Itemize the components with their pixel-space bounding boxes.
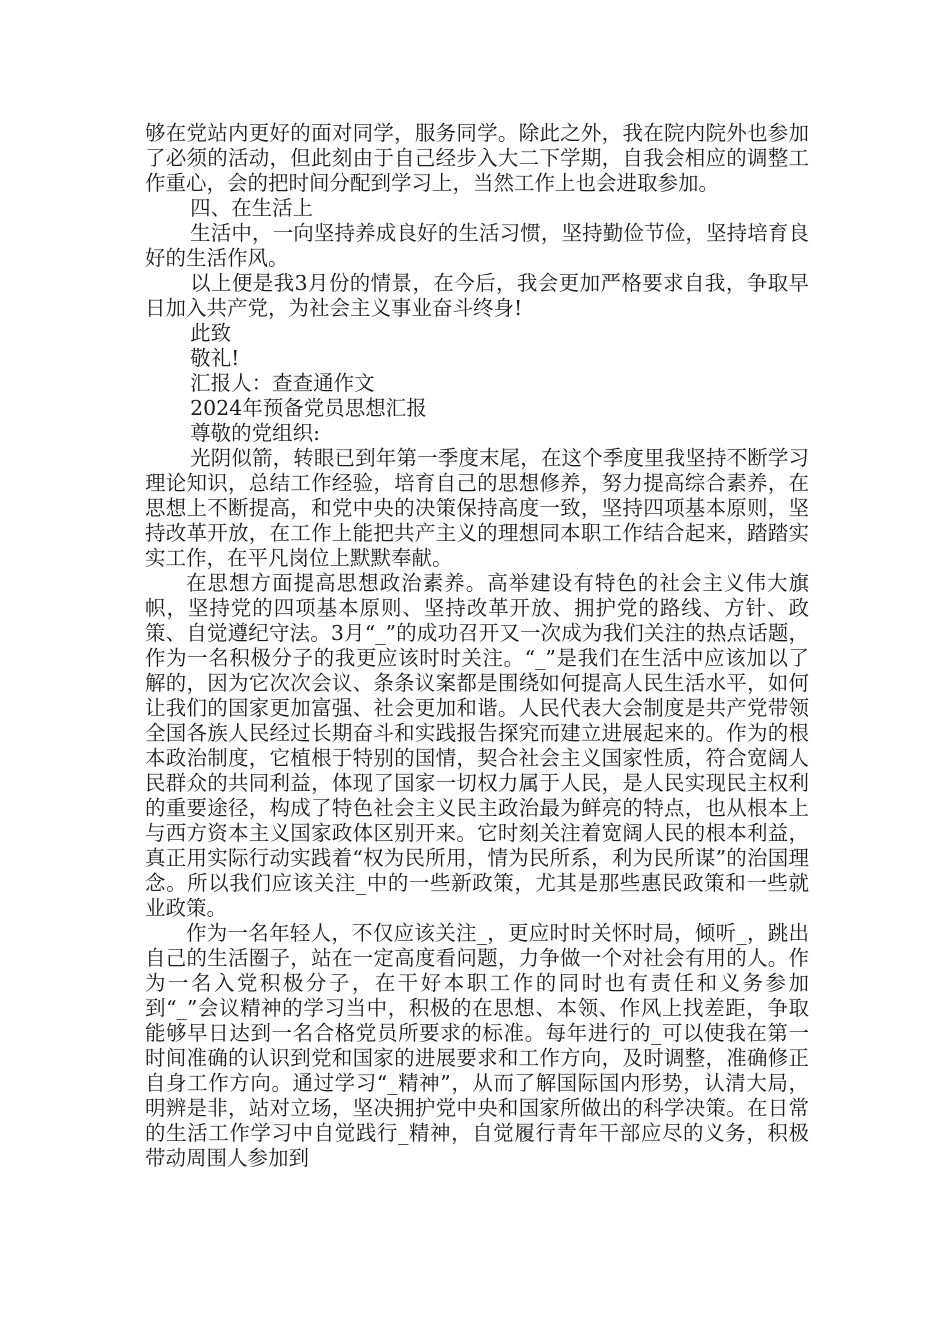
closing-salutation: 此致 bbox=[190, 321, 232, 345]
paragraph-life: 生活中，一向坚持养成良好的生活习惯，坚持勤俭节俭，坚持培育良好的生活作风。 bbox=[145, 221, 809, 270]
document-title: 2024年预备党员思想汇报 bbox=[190, 396, 427, 420]
greeting: 尊敬的党组织: bbox=[190, 421, 321, 445]
reporter-signature: 汇报人：查查通作文 bbox=[190, 371, 375, 395]
paragraph-intro: 光阴似箭，转眼已到年第一季度末尾，在这个季度里我坚持不断学习理论知识，总结工作经验，培育自己的思想修养，努力提高综合素养，在思想上不断提高，和党中央的决策保持高度一致，坚持四项基本原则，坚持改革开放，在工作上能把共产主义的理想同本职工作结合起来，踏踏实实工作，在平凡岗位上默默奉献。 bbox=[145, 446, 809, 570]
section-heading-life: 四、在生活上 bbox=[190, 196, 314, 220]
paragraph-thought: 在思想方面提高思想政治素养。高举建设有特色的社会主义伟大旗帜，坚持党的四项基本原则、坚持改革开放、拥护党的路线、方针、政策、自觉遵纪守法。3月“_”的成功召开又一次成为我们关注的热点话题，作为一名积极分子的我更应该时时关注。“_”是我们在生活中应该加以了解的，因为它次次会议、条条议案都是围绕如何提高人民生活水平，如何让我们的国家更加富强、社会更加和谐。人民代表大会制度是共产党带领全国各族人民经过长期奋斗和实践报告探究而建立进展起来的。作为的根本政治制度，它植根于特别的国情，契合社会主义国家性质，符合宽阔人民群众的共同利益，体现了国家一切权力属于人民，是人民实现民主权利的重要途径，构成了特色社会主义民主政治最为鲜亮的特点，也从根本上与西方资本主义国家政体区别开来。它时刻关注着宽阔人民的根本利益，真正用实际行动实践着“权为民所用，情为民所系，利为民所谋”的治国理念。所以我们应该关注_中的一些新政策，尤其是那些惠民政策和一些就业政策。 bbox=[145, 571, 809, 920]
document-body bbox=[145, 121, 809, 1171]
paragraph-continued: 够在党站内更好的面对同学，服务同学。除此之外，我在院内院外也参加了必须的活动，但此刻由于自己经步入大二下学期，自我会相应的调整工作重心，会的把时间分配到学习上，当然工作上也会进取参加。 bbox=[145, 121, 809, 195]
paragraph-conclusion: 以上便是我3月份的情景，在今后，我会更加严格要求自我，争取早日加入共产党，为社会主义事业奋斗终身! bbox=[145, 271, 809, 320]
paragraph-young-person: 作为一名年轻人，不仅应该关注_，更应时时关怀时局，倾听_，跳出自己的生活圈子，站在一定高度看问题，力争做一个对社会有用的人。作为一名入党积极分子，在干好本职工作的同时也有责任和义务参加到“_”会议精神的学习当中，积极的在思想、本领、作风上找差距，争取能够早日达到一名合格党员所要求的标准。每年进行的_可以使我在第一时间准确的认识到党和国家的进展要求和工作方向，及时调整，准确修正自身工作方向。通过学习“_精神”，从而了解国际国内形势，认清大局，明辨是非，站对立场，坚决拥护党中央和国家所做出的科学决策。在日常的生活工作学习中自觉践行_精神，自觉履行青年干部应尽的义务，积极带动周围人参加到 bbox=[145, 921, 809, 1170]
closing-regards: 敬礼! bbox=[190, 346, 240, 370]
